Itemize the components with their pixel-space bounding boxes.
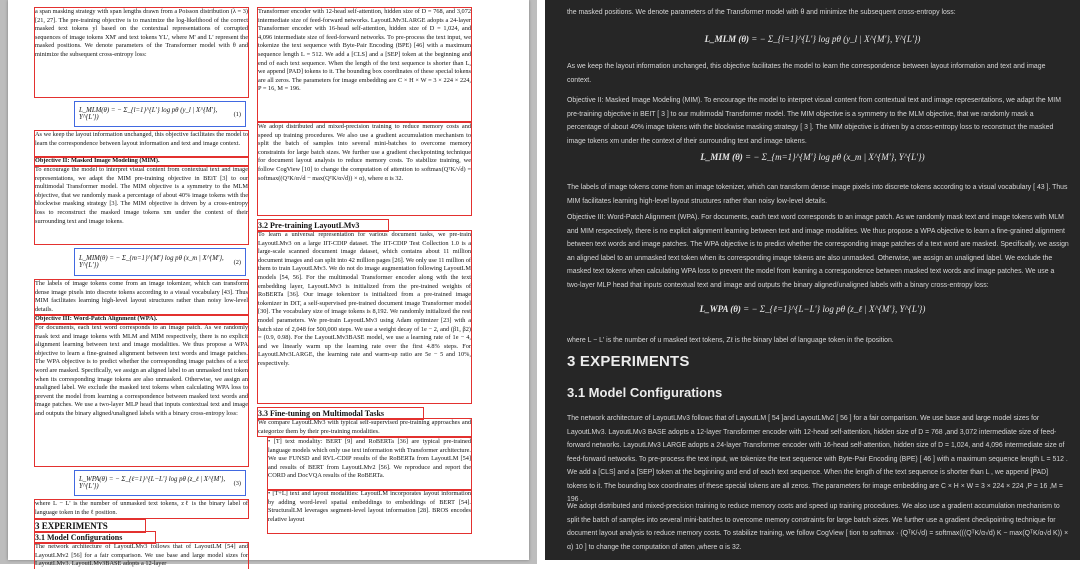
text-paragraph: The network architecture of LayoutLMv3 follows that of LayoutLM [ 54 ]and LayoutLMv2 [ 56 ] for a fair comparison. We use base and large model sizes for LayoutLMv3. LayoutLMv3 BASE adopts a 12-layer Transformer encoder with 12-head self-attention, hidden size of D = 768 ,and 3,072 intermediate size of feed-forward networks. LayoutLMv3 LARGE adopts a 24-layer Transformer encoder with 16-head self-attention, hidden size of D = 1,024, and 4,096 intermediate size of feed-forward networks. To pre-process the text input, we tokenize the text sequence with Byte-Pair Encoding (BPE) [ 46 ] with a maximum sequence length L = 512 . We add a [CLS] and a [SEP] token at the beginning and end of each text sequence. When the length of the text sequence is shorter than L , we append [PAD] tokens to it. The bounding box coordinates of these special tokens are all zeros. The parameters for image embedding are C × H × W = 3 × 224 × 224 ,P = 16 ,M = 196 .	[567, 415, 1068, 503]
equation-box	[75, 471, 245, 495]
equation-mlm	[545, 34, 1080, 44]
rendered-document-frame	[537, 0, 1080, 564]
equation-wpa	[545, 304, 1080, 314]
equation-name: L_WPA (θ)	[699, 304, 741, 314]
equation-text: L_MLM(θ) = − Σ_{l=1}^{L'} log pθ (y_l | X^{M'}, Y^{L'})	[79, 107, 218, 121]
equation-text: = − Σ_{ℓ=1}^{L−L'} log pθ (z_ℓ | X^{M'}, Y^{L'})	[740, 304, 926, 314]
text-block: As we keep the layout information unchanged, this objective facilitates the model to learn the correspondence between layout information and text and image context.	[35, 131, 248, 157]
text-paragraph: Objective II: Masked Image Modeling (MIM). To encourage the model to interpret visual content from contextual text and image representations, we adapt the MIM pre-training objective in BEIT [ 3 ] to our multimodal Transformer model. The MIM objective is a symmetry to the MLM objective, that we randomly mask a percentage of about 40% image tokens with the blockwise masking strategy [ 3 ]. The MIM objective is driven by a cross-entropy loss to reconstruct the masked image tokens xm under the context of their surrounding text and image tokens.	[567, 97, 1061, 145]
text-paragraph: the masked positions. We denote parameters of the Transformer model with θ and minimize the subsequent cross-entropy loss:	[567, 9, 956, 16]
equation-number: (3)	[233, 479, 241, 487]
right-column	[258, 8, 471, 533]
text-block: For documents, each text word corresponds to an image patch. As we randomly mask text and image tokens with MLM and MIM respectively, there is no explicit alignment learning between text and image modalities. We thus propose a WPA objective to learn a fine-grained alignment between text words and image patches. The WPA objective is to predict whether the corresponding image patches of a text word are masked. Specifically, we assign an aligned label to an unmasked text token when its corresponding image tokens are also unmasked. Otherwise, we assign an unaligned label. We exclude the masked text tokens when calculating WPA loss to prevent the model from learning a correspondence between masked text words and image patches. We use a two-layer MLP head that inputs contextual text and image and outputs the binary aligned/unaligned labels with a binary cross-entropy loss:	[35, 324, 248, 466]
text-block: We adopt distributed and mixed-precision training to reduce memory costs and speed up training procedures. We also use a gradient accumulation mechanism to split the batch of samples into several mini-batches to overcome memory constraints for large batch sizes. We further use a gradient checkpointing technique for document layout analysis to reduce memory costs. To stabilize training, we follow CogView [10] to change the computation of attention to softmax(QᵀK/√d) = softmax((QᵀK/α√d − max(QᵀK/α√d)) × α), where α is 32.	[258, 123, 471, 215]
text-paragraph: Objective III: Word-Patch Alignment (WPA). For documents, each text word corresponds to an image patch. As we randomly mask text and image tokens with MLM and MIM respectively, there is no explicit alignment learning between text and image modalities. We thus propose a WPA objective to learn a fine-grained alignment between text words and image patches. The WPA objective is to predict whether the corresponding image patches of a text word are masked. Specifically, we assign an aligned label to an unmasked text token when its corresponding image tokens are also unmasked. Otherwise, we assign an unaligned label. We exclude the masked text tokens when calculating WPA loss to prevent the model from learning a correspondence between masked text words and image patches. We use a two-layer MLP head that inputs contextual text and image and outputs the binary aligned/unaligned labels with a binary cross-entropy loss:	[567, 214, 1069, 289]
equation-mim	[545, 152, 1080, 162]
paragraph-title: Objective II: Masked Image Modeling (MIM).	[35, 157, 248, 166]
subsection-heading: 3.3 Fine-tuning on Multimodal Tasks	[258, 408, 423, 419]
equation-text: = − Σ_{m=1}^{M'} log pθ (x_m | X^{M'}, Y^{L'})	[742, 152, 925, 162]
text-paragraph: As we keep the layout information unchanged, this objective facilitates the model to learn the correspondence between layout information and text and image context.	[567, 63, 1046, 84]
annotated-paper-page	[8, 0, 529, 568]
subsection-heading: 3.2 Pre-training LayoutLMv3	[258, 220, 388, 231]
section-heading: 3 EXPERIMENTS	[567, 353, 690, 370]
text-block: Transformer encoder with 12-head self-attention, hidden size of D = 768, and 3,072 intermediate size of feed-forward networks. LayoutLMv3LARGE adopts a 24-layer Transformer encoder with 16-head self-attention, hidden size of D = 1,024, and 4,096 intermediate size of feed-forward networks. To pre-process the text input, we tokenize the text sequence with Byte-Pair Encoding (BPE) [46] with a maximum sequence length L = 512. We add a [CLS] and a [SEP] token at the beginning and end of each text sequence. When the length of the text sequence is shorter than L, we append [PAD] tokens to it. The bounding box coordinates of these special tokens are all zeros. The parameters for image embedding are C × H × W = 3 × 224 × 224, P = 16, M = 196.	[258, 8, 471, 121]
subsection-heading: 3.1 Model Configurations	[567, 385, 723, 400]
equation-number: (1)	[233, 110, 241, 118]
subsection-heading: 3.1 Model Configurations	[35, 532, 155, 543]
paragraph-title: Objective III: Word-Patch Alignment (WPA).	[35, 315, 248, 324]
text-block: a span masking strategy with span lengths drawn from a Poisson distribution (λ = 3) [21, 27]. The pre-training objective is to maximize the log-likelihood of the correct masked text tokens yl based on the contextual representations of corrupted sequences of image tokens XM' and text tokens YL', where M' and L' represent the masked positions. We denote parameters of the Transformer model with θ and minimize the subsequent cross-entropy loss:	[35, 8, 248, 97]
annotated-page-frame	[0, 0, 537, 568]
text-paragraph: where L − L' is the number of u masked text tokens, Zℓ is the binary label of language token in the ℓposition.	[567, 337, 894, 344]
left-column	[35, 8, 248, 569]
text-paragraph: We adopt distributed and mixed-precision training to reduce memory costs and speed up training procedures. We also use a gradient accumulation mechanism to split the batch of samples into several mini-batches to overcome memory constraints for large batch sizes. We further use a gradient checkpointing technique for document layout analysis to reduce memory costs. To stabilize training, we follow CogView [ tion to softmax · (QᵀK/√d) = softmax(((QᵀK/α√d) K − max(QᵀK/α√d K)) × α) 10 ] to change the computation of atten ,where α is 32.	[567, 503, 1069, 551]
equation-text: L_MIM(θ) = − Σ_{m=1}^{M'} log pθ (x_m | X^{M'}, Y^{L'})	[79, 255, 224, 269]
text-block: To learn a universal representation for various document tasks, we pre-train LayoutLMv3 on a large IIT-CDIP dataset. The IIT-CDIP Test Collection 1.0 is a large-scale scanned document image dataset, which contains about 11 million document images and can split into 42 million pages [26]. We only use 11 million of them to train LayoutLMv3. We do not do image augmentation following LayoutLM models [54, 56]. For the multimodal Transformer encoder along with the text embedding layer, LayoutLMv3 is initialized from the pre-trained weights of RoBERTa [36]. Our image tokenizer is initialized from a pre-trained image tokenizer in DiT, a self-supervised pre-trained document image Transformer model [30]. The vocabulary size of image tokens is 8,192. We randomly initialized the rest model parameters. We pre-train LayoutLMv3 using Adam optimizer [23] with a batch size of 2,048 for 500,000 steps. We use a weight decay of 1e − 2, and (β1, β2) = (0.9, 0.98). For the LayoutLMv3BASE model, we use a learning rate of 1e − 4, and we linearly warm up the learning rate over the first 4.8% steps. For LayoutLMv3LARGE, the learning rate and warm-up ratio are 5e − 5 and 10%, respectively.	[258, 231, 471, 403]
equation-box	[75, 249, 245, 275]
equation-text: L_WPA(θ) = − Σ_{ℓ=1}^{L−L'} log pθ (z_ℓ | X^{M'}, Y^{L'})	[79, 476, 226, 490]
equation-number: (2)	[233, 258, 241, 266]
text-block: To encourage the model to interpret visual content from contextual text and image representations, we adapt the MIM pre-training objective in BEiT [3] to our multimodal Transformer model. The MIM objective is a symmetry to the MLM objective, that we randomly mask a percentage of about 40% image tokens with the blockwise masking strategy [3]. The MIM objective is driven by a cross-entropy loss to reconstruct the masked image tokens xm under the context of their surrounding text and image tokens.	[35, 166, 248, 244]
text-block: The network architecture of LayoutLMv3 follows that of LayoutLM [54] and LayoutLMv2 [56] for a fair comparison. We use base and large model sizes for LayoutLMv3. LayoutLMv3BASE adopts a 12-layer	[35, 543, 248, 568]
text-block: We compare LayoutLMv3 with typical self-supervised pre-training approaches and categorize them by their pre-training modalities.	[258, 419, 471, 435]
list-item: • [T] text modality: BERT [9] and RoBERTa [36] are typical pre-trained language models which only use text information with Transformer architecture. We use FUNSD and RVL-CDIP results of the RoBERTa from LayoutLM [54] and results of BERT from LayoutLMv2 [56]. We reproduce and report the CORD and DocVQA results of the RoBERTa.	[268, 438, 471, 490]
text-block: where L − L' is the number of unmasked text tokens, zℓ is the binary label of language token in the ℓ position.	[35, 500, 248, 518]
equation-name: L_MIM (θ)	[700, 152, 743, 162]
equation-name: L_MLM (θ)	[704, 34, 749, 44]
equation-text: = − Σ_{l=1}^{L'} log pθ (y_l | X^{M'}, Y^{L'})	[749, 34, 921, 44]
equation-box	[75, 102, 245, 126]
text-block: The labels of image tokens come from an image tokenizer, which can transform dense image pixels into discrete tokens according to a visual vocabulary [43]. Thus MIM facilitates learning high-level layout structures rather than noisy low-level details.	[35, 280, 248, 315]
section-heading: 3 EXPERIMENTS	[35, 520, 145, 532]
rendered-document	[545, 0, 1080, 560]
text-paragraph: The labels of image tokens come from an image tokenizer, which can transform dense image pixels into discrete tokens according to a visual vocabulary [ 43 ]. Thus MIM facilitates learning high-level layout structures rather than noisy low-level details.	[567, 184, 1068, 205]
list-item: • [T+L] text and layout modalities: LayoutLM incorporates layout information by adding word-level spatial embeddings to embeddings of BERT [54]. StructuralLM leverages segment-level layout information [28]. BROS encodes relative layout	[268, 490, 471, 533]
